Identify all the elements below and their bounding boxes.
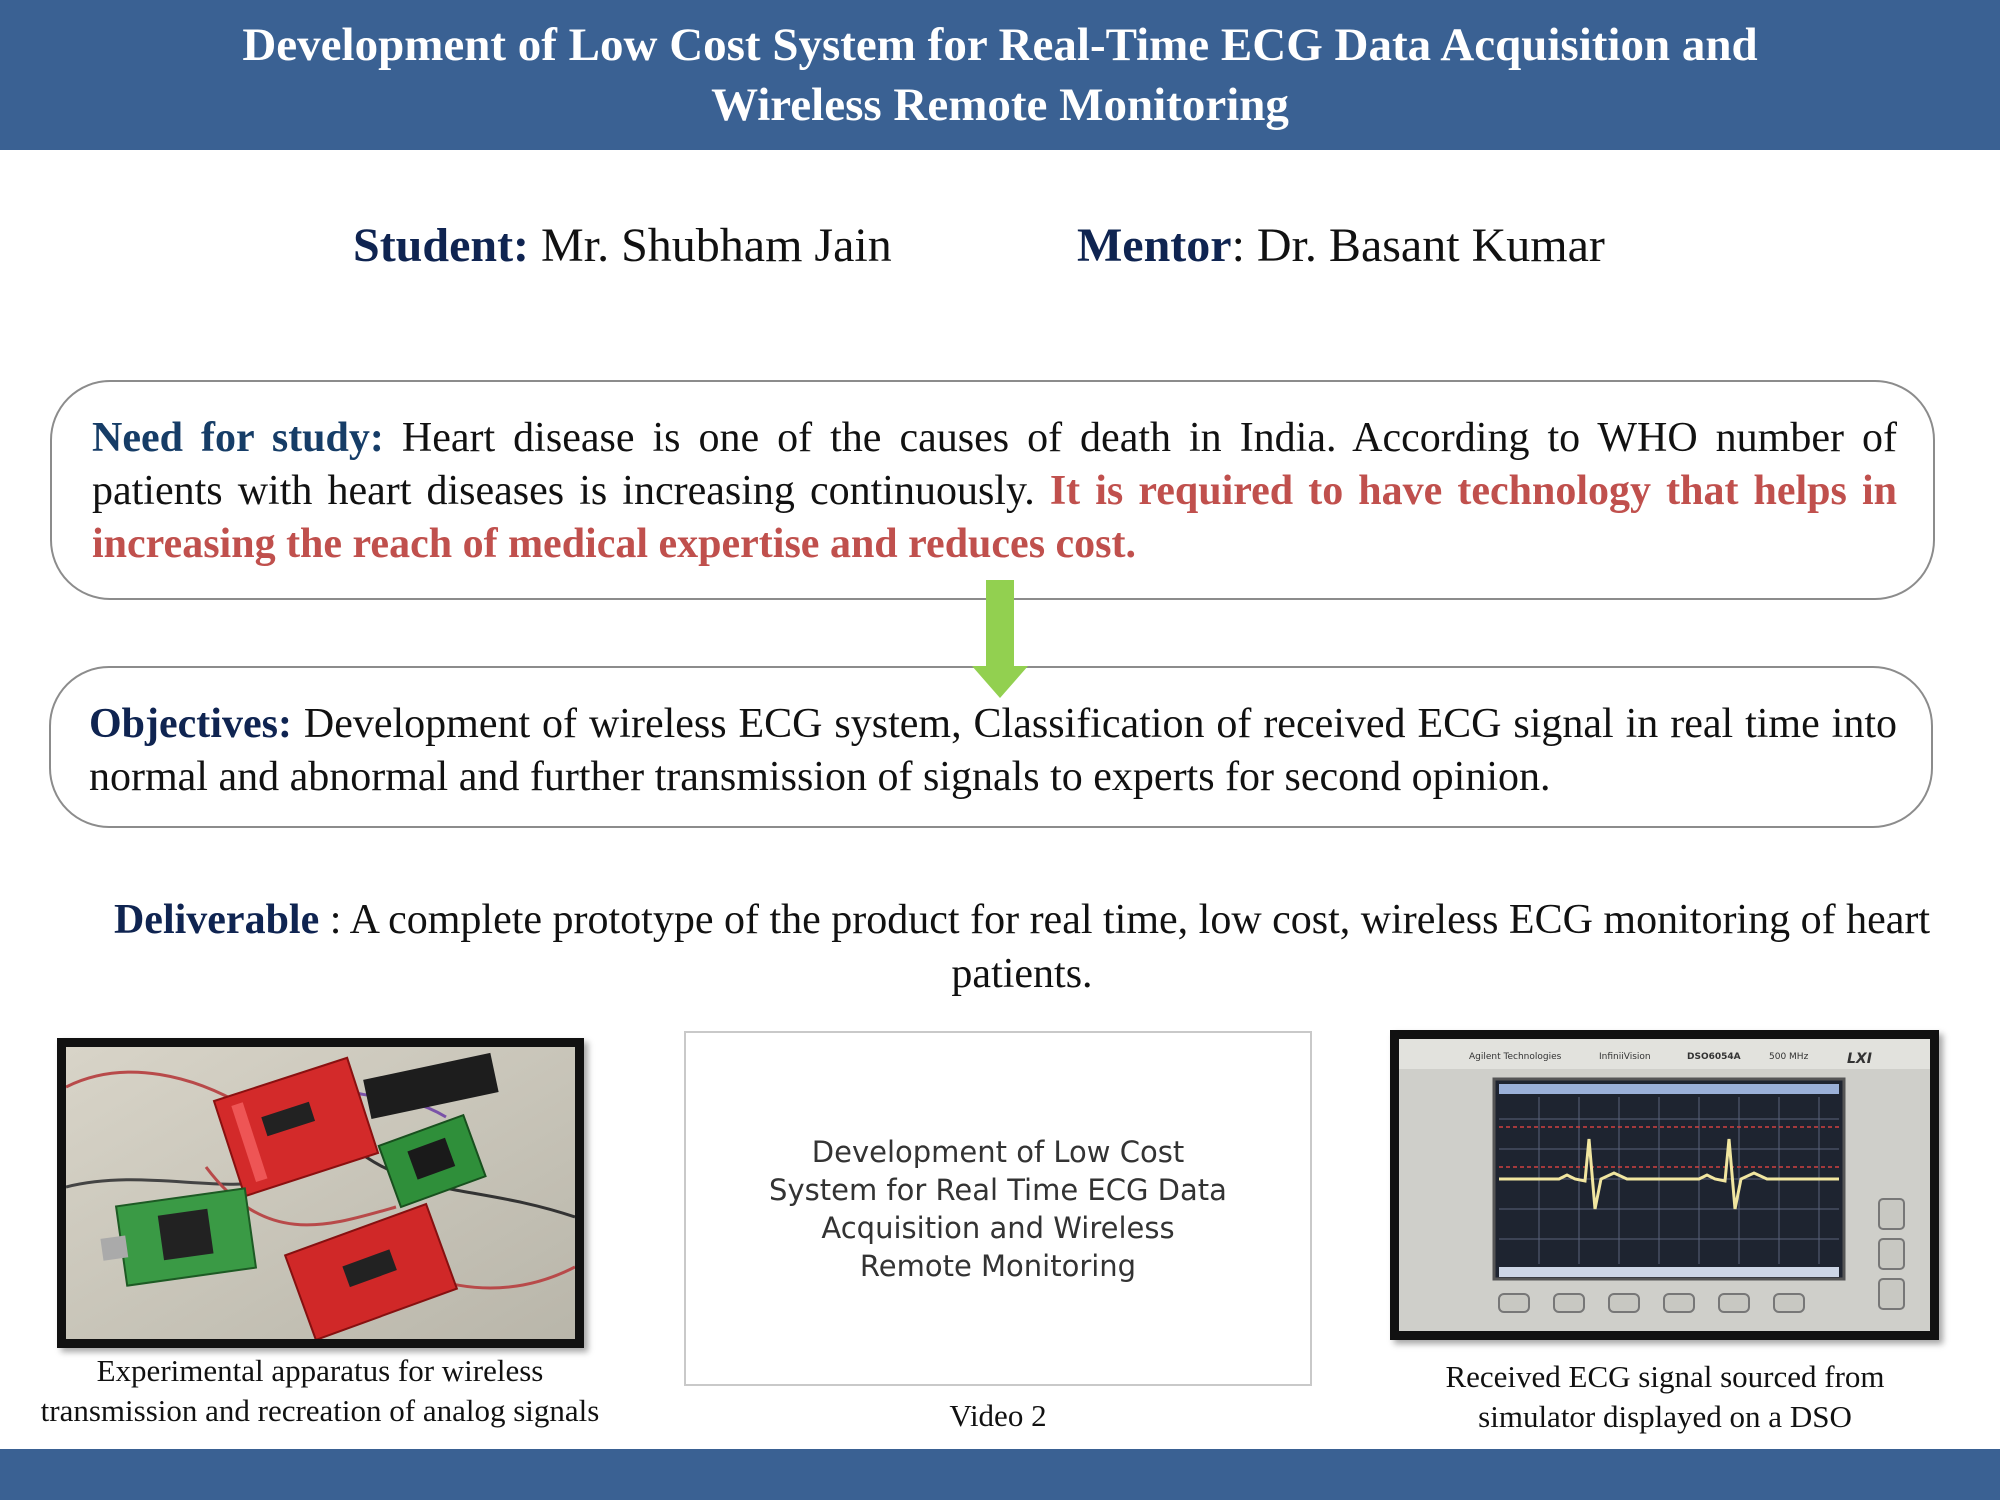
oscilloscope-image bbox=[1399, 1039, 1930, 1331]
dso-series: InfiniiVision bbox=[1599, 1052, 1651, 1062]
need-for-study-text bbox=[92, 412, 1897, 571]
objectives-label: Objectives: bbox=[89, 701, 292, 747]
title-line-2: Wireless Remote Monitoring bbox=[711, 79, 1289, 131]
circuit-boards-image bbox=[66, 1047, 575, 1339]
dso-model: DSO6054A bbox=[1687, 1052, 1741, 1062]
people-row bbox=[0, 218, 2000, 282]
mentor-name: : Dr. Basant Kumar bbox=[1231, 219, 1605, 272]
dso-caption bbox=[1340, 1357, 1990, 1437]
dso-bandwidth: 500 MHz bbox=[1769, 1052, 1809, 1062]
apparatus-caption-line-2: transmission and recreation of analog signals bbox=[40, 1393, 600, 1428]
student-credit bbox=[353, 218, 892, 273]
need-body: Heart disease is one of the causes of death in India. According to WHO number of patients with heart diseases is increasing continuously. bbox=[92, 415, 1897, 514]
dso-caption-line-1: Received ECG signal sourced from bbox=[1445, 1359, 1885, 1394]
video-title-line: Remote Monitoring bbox=[859, 1248, 1137, 1283]
dso-brand: Agilent Technologies bbox=[1469, 1052, 1562, 1062]
mentor-label: Mentor bbox=[1077, 219, 1232, 272]
mentor-credit bbox=[1077, 218, 1605, 273]
video-title bbox=[768, 1133, 1228, 1285]
apparatus-caption-line-1: Experimental apparatus for wireless bbox=[96, 1353, 544, 1388]
video-title-line: Development of Low Cost bbox=[811, 1134, 1185, 1169]
down-arrow-icon bbox=[970, 580, 1030, 700]
video-title-line: Acquisition and Wireless bbox=[821, 1210, 1175, 1245]
deliverable-body: : A complete prototype of the product for real time, low cost, wireless ECG monitoring of heart patients. bbox=[319, 897, 1931, 997]
apparatus-photo bbox=[57, 1038, 584, 1348]
dso-photo bbox=[1390, 1030, 1939, 1340]
apparatus-caption bbox=[0, 1351, 640, 1431]
video-title-line: System for Real Time ECG Data bbox=[769, 1172, 1227, 1207]
slide-title bbox=[50, 15, 1950, 135]
video-placeholder[interactable] bbox=[684, 1031, 1312, 1386]
footer-banner bbox=[0, 1449, 2000, 1500]
student-name: Mr. Shubham Jain bbox=[529, 219, 892, 272]
need-label: Need for study: bbox=[92, 415, 384, 461]
deliverable-text bbox=[108, 893, 1936, 1001]
student-label: Student: bbox=[353, 219, 530, 272]
need-for-study-box bbox=[50, 380, 1935, 600]
deliverable-label: Deliverable bbox=[113, 897, 320, 943]
objectives-text bbox=[89, 698, 1897, 804]
objectives-body: Development of wireless ECG system, Classification of received ECG signal in real time into normal and abnormal and further transmission of signals to experts for second opinion. bbox=[89, 701, 1897, 800]
video-caption: Video 2 bbox=[949, 1398, 1047, 1433]
need-highlight: It is required to have technology that helps in increasing the reach of medical expertise and reduces cost. bbox=[92, 468, 1897, 567]
dso-lxi: LXI bbox=[1847, 1051, 1872, 1067]
title-banner bbox=[0, 0, 2000, 150]
dso-caption-line-2: simulator displayed on a DSO bbox=[1478, 1399, 1852, 1434]
title-line-1: Development of Low Cost System for Real-Time ECG Data Acquisition and bbox=[242, 19, 1758, 71]
